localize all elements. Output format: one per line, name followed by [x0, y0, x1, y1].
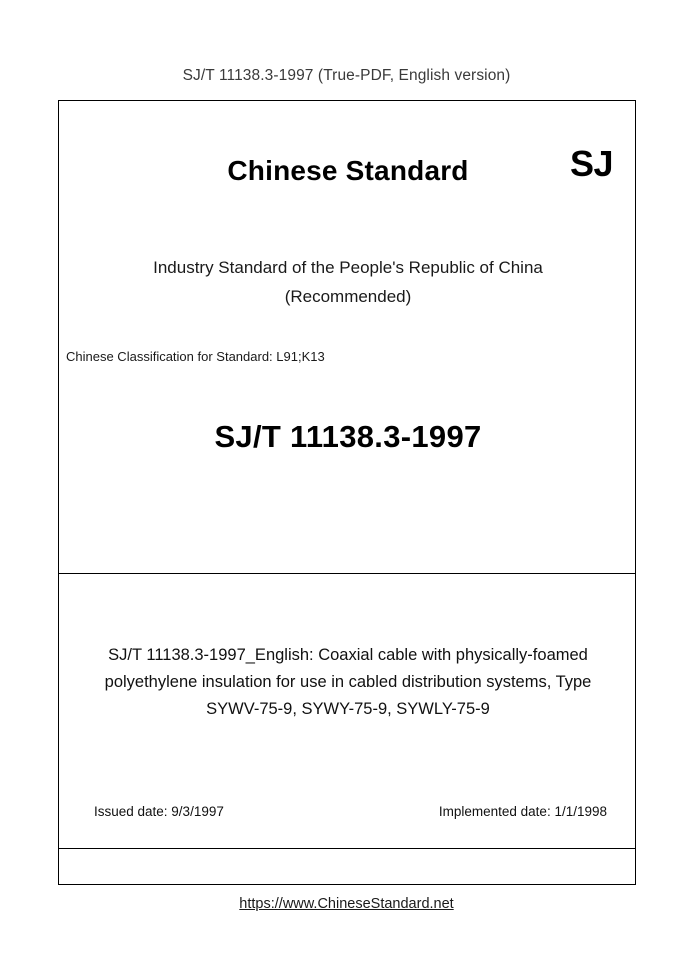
cover-lower-section: [59, 574, 635, 849]
cover-upper-section: [59, 101, 635, 574]
document-title: SJ/T 11138.3-1997_English: Coaxial cable with physically-foamed polyethylene insulation for use in cabled distribution systems, Type SYWV-75-9, SYWY-75-9, SYWLY-75-9: [104, 646, 592, 718]
classification-code: Chinese Classification for Standard: L91;K13: [66, 349, 325, 364]
issued-date: Issued date: 9/3/1997: [94, 804, 224, 819]
sj-logo: SJ: [569, 143, 613, 184]
issuing-authority-line: Industry Standard of the People's Republic of China: [153, 258, 543, 277]
standard-cover-box: [58, 100, 636, 885]
cover-footer-strip: [59, 849, 635, 882]
source-url-text: https://www.ChineseStandard.net: [239, 896, 454, 912]
implemented-date: Implemented date: 1/1/1998: [438, 804, 607, 819]
dates-row: [59, 804, 637, 824]
title-row: [59, 101, 635, 221]
standard-number: SJ/T 11138.3-1997: [214, 419, 482, 454]
page-header-caption: SJ/T 11138.3-1997 (True-PDF, English version): [182, 67, 511, 84]
source-url: [0, 896, 693, 912]
standard-type-line: (Recommended): [284, 287, 412, 306]
page-title: Chinese Standard: [227, 155, 469, 186]
